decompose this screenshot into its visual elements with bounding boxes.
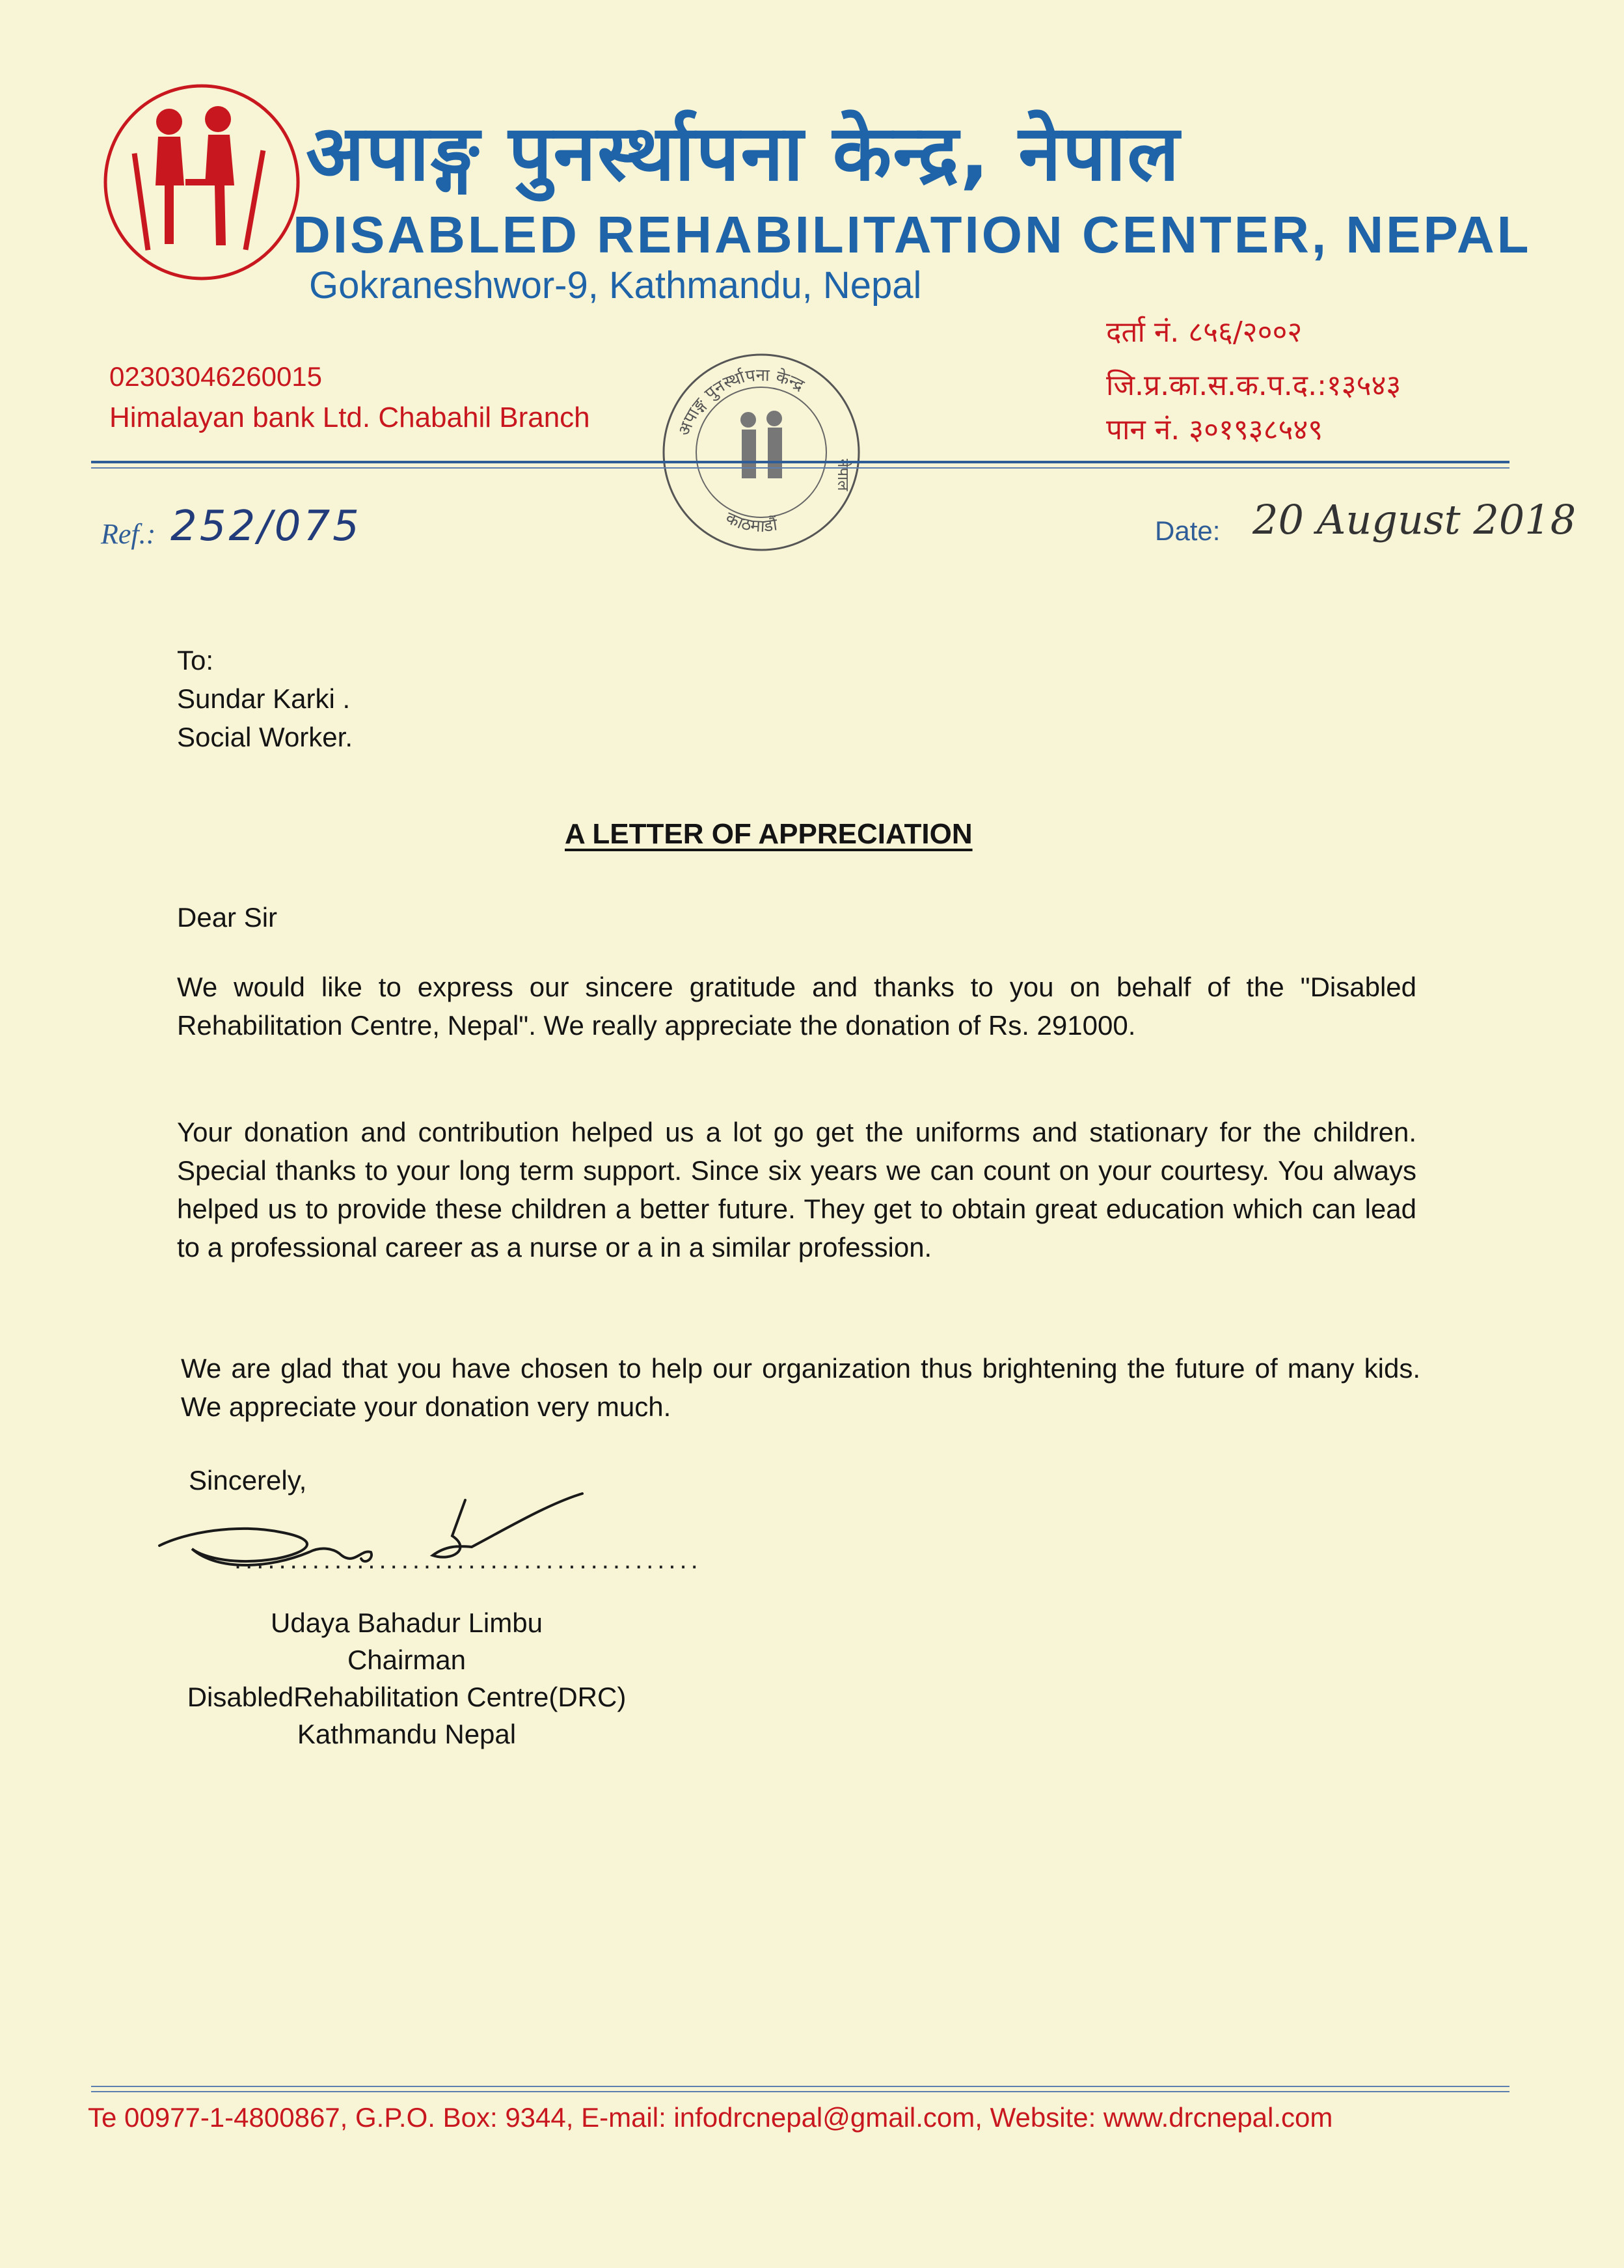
organization-logo <box>101 81 303 283</box>
letter-title: A LETTER OF APPRECIATION <box>565 818 973 850</box>
recipient-role: Social Worker. <box>177 722 353 752</box>
footer-divider <box>91 2086 1509 2087</box>
stamp-bottom-text: काठमाडौं <box>722 508 779 537</box>
stamp-side-text: नेपाल <box>834 459 852 491</box>
stamp-top-text: अपाङ्ग पुनर्स्थापना केन्द्र <box>674 365 807 439</box>
organization-address: Gokraneshwor-9, Kathmandu, Nepal <box>309 264 922 307</box>
date-value: 20 August 2018 <box>1252 496 1577 543</box>
date-label: Date: <box>1155 515 1221 546</box>
closing: Sincerely, <box>189 1465 307 1496</box>
pan-number: पान नं. ३०१९३८५४९ <box>1106 413 1323 446</box>
letter-paragraph: Your donation and contribution helped us a lot go get the uniforms and stationary for the children. Special thanks to your long term support. Since six years we can count on your courtesy. You always helped us to provide these children a better future. They get to obtain great education which can lead to a professional career as a nurse or a in a similar profession. <box>177 1117 1416 1263</box>
letter-paragraph: We would like to express our sincere gratitude and thanks to you on behalf of the "Disabled Rehabilitation Centre, Nepal". We really appreciate the donation of Rs. 291000. <box>177 972 1416 1041</box>
reference-label: Ref.: <box>101 518 156 550</box>
signer-name: Udaya Bahadur Limbu <box>271 1607 543 1638</box>
header-divider-thin <box>91 467 1509 469</box>
letter-paragraph: We are glad that you have chosen to help our organization thus brightening the future of many kids. We appreciate your donation very much. <box>181 1353 1420 1422</box>
recipient-block <box>177 641 353 756</box>
organization-name-english: DISABLED REHABILITATION CENTER, NEPAL <box>293 206 1532 264</box>
bank-name: Himalayan bank Ltd. Chabahil Branch <box>109 402 590 433</box>
signer-organization: DisabledRehabilitation Centre(DRC) <box>187 1682 627 1712</box>
recipient-name: Sundar Karki . <box>177 683 351 714</box>
svg-text:काठमाडौं <box>723 508 779 536</box>
header-divider <box>91 461 1509 463</box>
to-label: To: <box>177 645 214 676</box>
signer-title: Chairman <box>347 1645 467 1675</box>
footer-contact: Te 00977-1-4800867, G.P.O. Box: 9344, E-mail: infodrcnepal@gmail.com, Website: www.drcnepal.com <box>88 2102 1333 2133</box>
signer-city: Kathmandu Nepal <box>297 1719 517 1749</box>
organization-name-nepali: अपाङ्ग पुनर्स्थापना केन्द्र, नेपाल <box>306 108 1181 198</box>
reference-number: 252/075 <box>170 502 362 551</box>
district-registration: जि.प्र.का.स.क.प.द.:१३५४३ <box>1106 369 1401 402</box>
bank-account-number: 02303046260015 <box>109 361 323 392</box>
salutation: Dear Sir <box>177 902 278 933</box>
signature-line: .......................................... <box>234 1546 702 1574</box>
official-stamp <box>657 348 865 556</box>
registration-number: दर्ता नं. ८५६/२००२ <box>1106 316 1303 349</box>
svg-text:अपाङ्ग पुनर्स्थापना केन्द्र <box>675 366 808 439</box>
footer-divider-thin <box>91 2091 1509 2092</box>
